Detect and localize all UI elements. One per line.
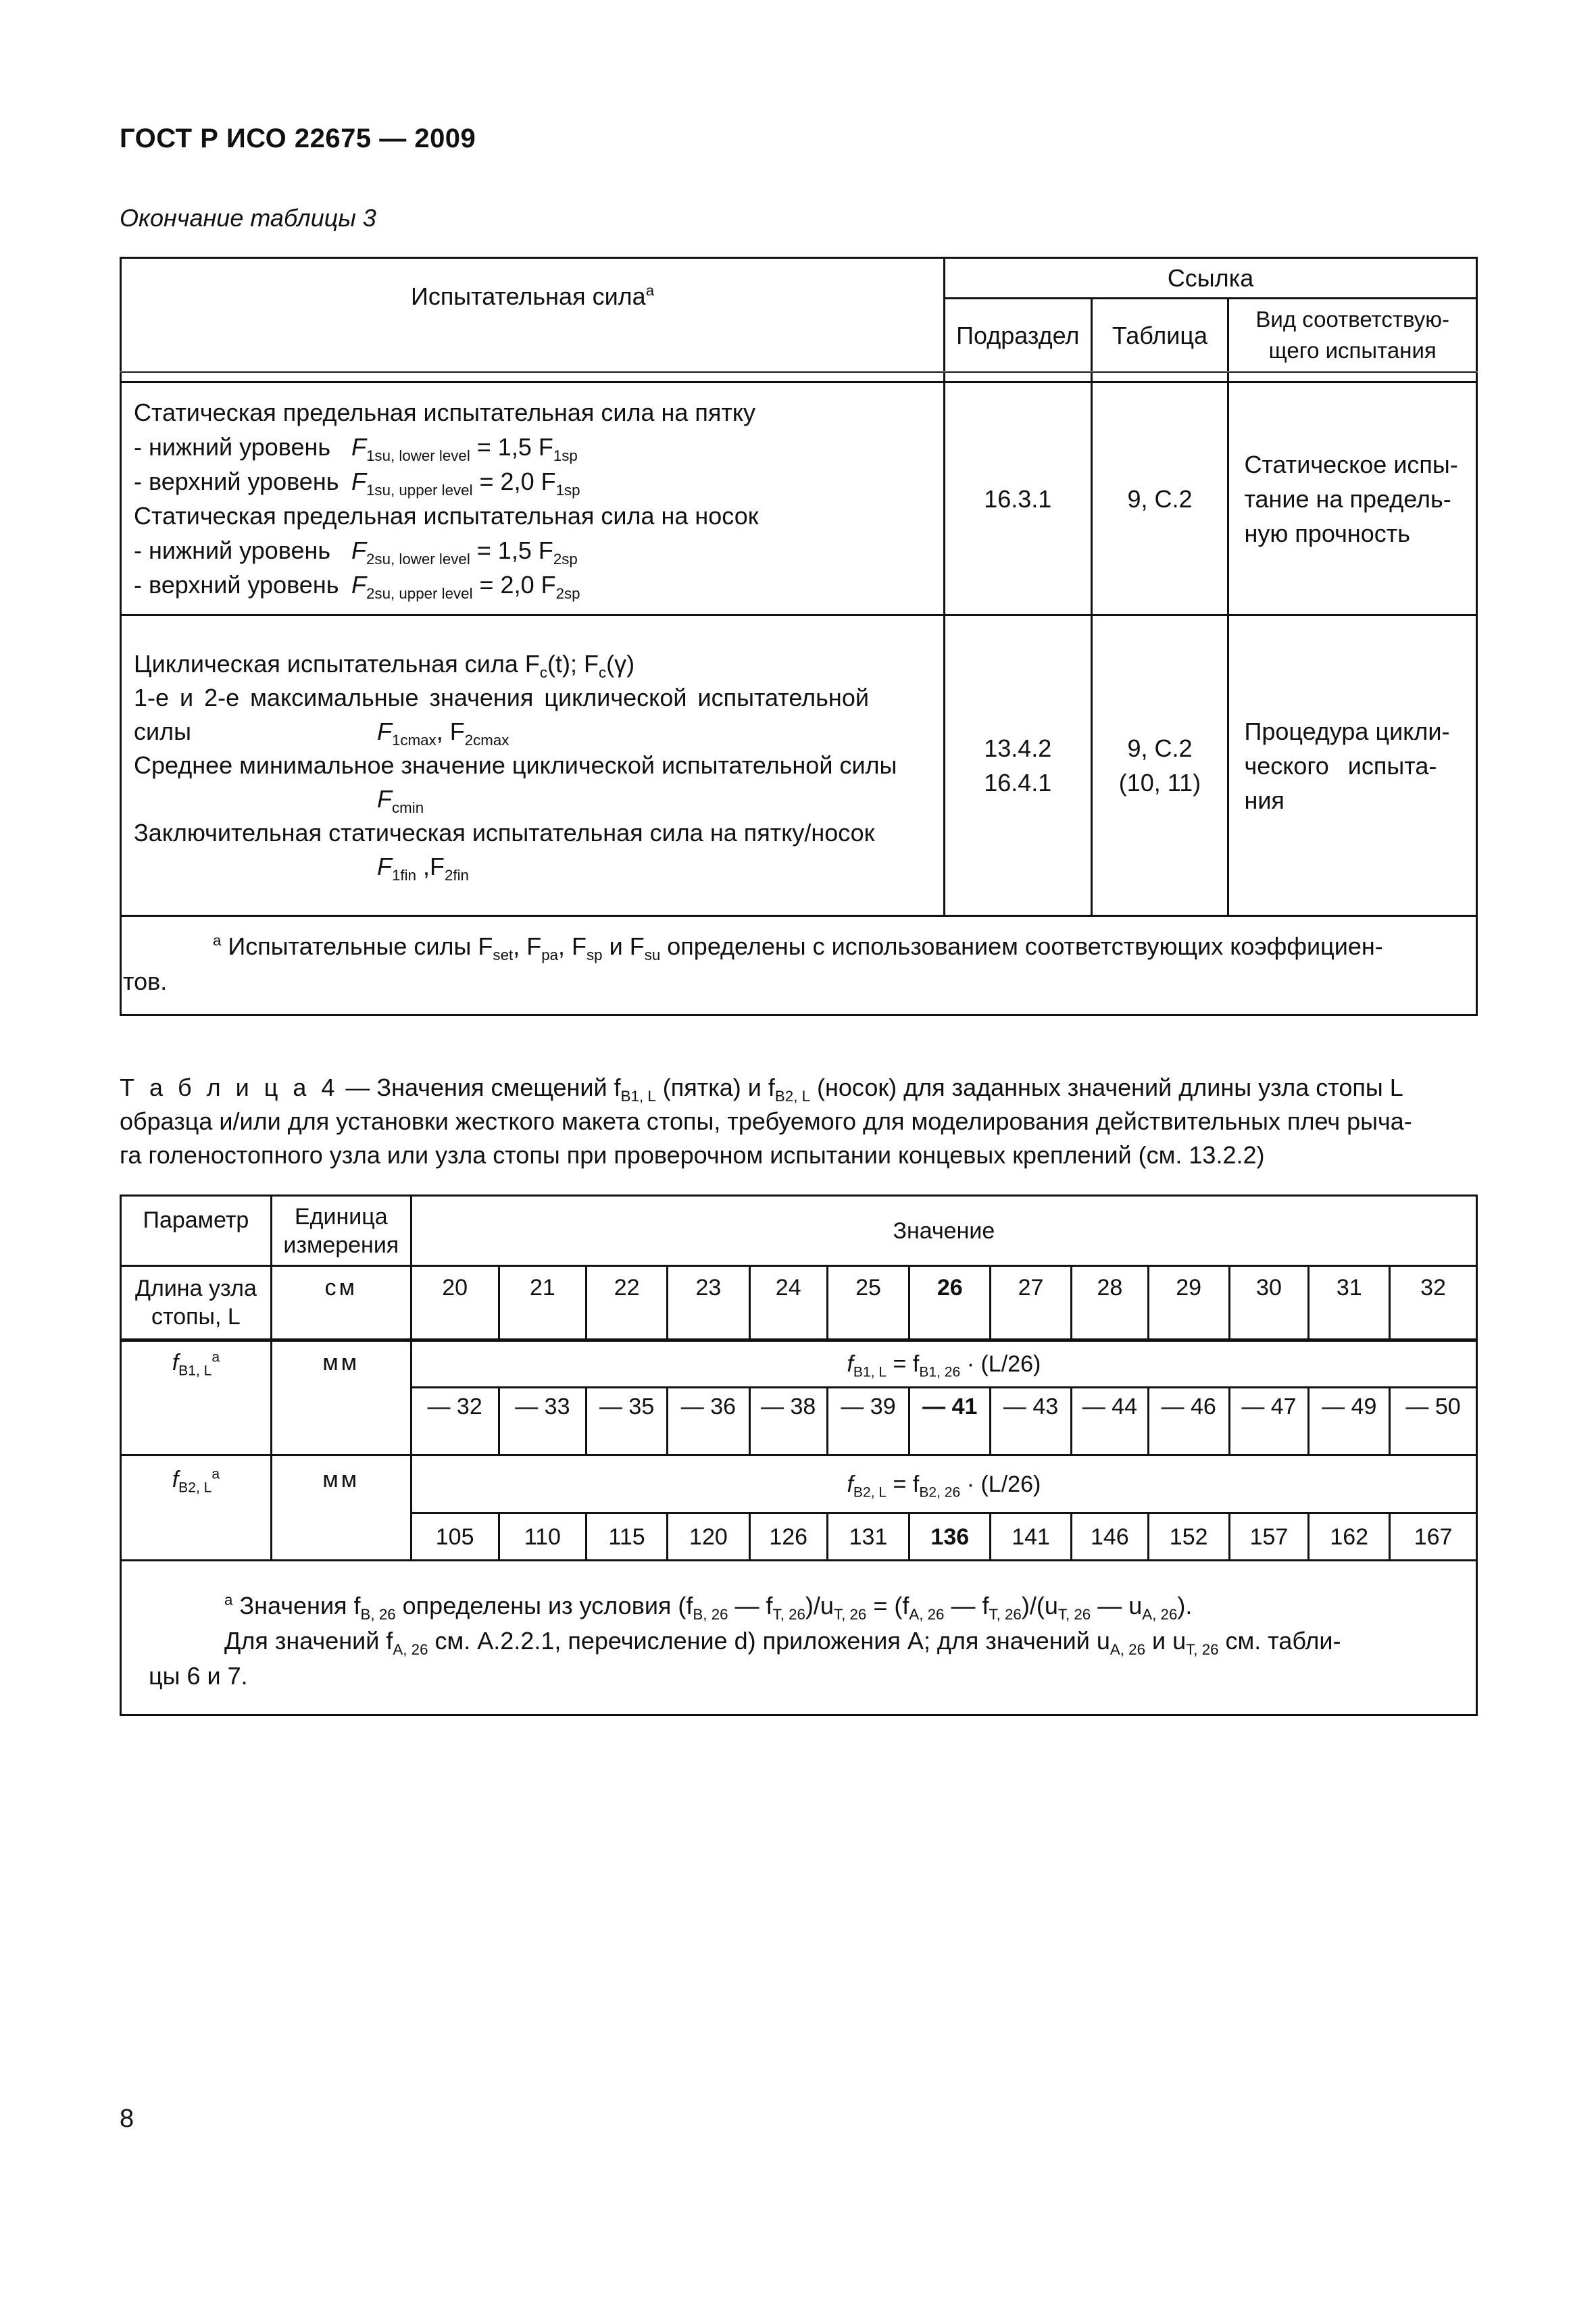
- fb1-value: — 39: [827, 1388, 909, 1455]
- table3: [120, 257, 1478, 1016]
- fb1-value: — 50: [1390, 1388, 1477, 1455]
- fb1-value: — 49: [1309, 1388, 1390, 1455]
- text-line: образца и/или для установки жесткого макета стопы, требуемого для моделирования действительных плеч рыча-: [120, 1107, 1412, 1135]
- static-test-kind: [1228, 382, 1477, 615]
- text-line: цы 6 и 7.: [149, 1662, 248, 1690]
- text-line: (10, 11): [1118, 769, 1201, 797]
- header-test-kind: [1228, 299, 1477, 372]
- fb2-value: 157: [1229, 1513, 1309, 1561]
- fb1-value: — 32: [411, 1388, 499, 1455]
- text-line: Длина узла: [134, 1276, 257, 1301]
- length-value: 22: [587, 1266, 668, 1340]
- header-test-force-text: Испытательная сила: [410, 282, 646, 310]
- fb1-unit: мм: [271, 1340, 411, 1455]
- text-line: стопы, L: [151, 1304, 241, 1330]
- static-subsection: 16.3.1: [945, 382, 1091, 615]
- text-line: Статическая предельная испытательная сила на пятку: [134, 399, 756, 426]
- text-line: Процедура цикли-: [1244, 717, 1450, 745]
- fb2-value: 146: [1071, 1513, 1148, 1561]
- fb2-formula: $f_{B2, L} = f_{B2, 26} \cdot (L/26)$: [411, 1455, 1476, 1513]
- fb2-value: 162: [1309, 1513, 1390, 1561]
- text-line: $^a$ Испытательные силы $F_{set}$, $F_{pa}$, $F_{sp}$ и $F_{su}$ определены с использованием соответствующих коэффициен-: [213, 932, 1383, 963]
- text-line: силы $F_{1cmax}$, $F_{2cmax}$: [134, 718, 509, 749]
- length-label: [121, 1266, 272, 1340]
- static-force-description: [121, 382, 945, 615]
- text-line: 13.4.2: [984, 734, 1052, 762]
- length-value: 24: [749, 1266, 827, 1340]
- length-value: 28: [1071, 1266, 1148, 1340]
- text-line: ческого испыта-: [1244, 751, 1437, 780]
- text-line: 1-е и 2-е максимальные значения циклической испытательной: [134, 684, 869, 711]
- fb2-value: 120: [668, 1513, 750, 1561]
- text-line: Циклическая испытательная сила $F_c(t)$; $F_c(\gamma)$: [134, 650, 635, 681]
- text-line: тов.: [123, 967, 168, 995]
- text-line: $F_{1fin}$ $,F_{2fin}$: [377, 853, 469, 884]
- text-line: - верхний уровень $F_{1su, upper level} = 2,0$ $F_{1sp}$: [134, 468, 580, 499]
- text-line: Для значений $f_{A, 26}$ см. А.2.2.1, перечисление d) приложения А; для значений $u_{A, 26}$ и $u_{T, 26}$ см. табли-: [224, 1627, 1341, 1658]
- document-code: ГОСТ Р ИСО 22675 — 2009: [120, 124, 476, 153]
- text-line: Заключительная статическая испытательная сила на пятку/носок: [134, 819, 875, 847]
- header-value: Значение: [411, 1196, 1476, 1266]
- table3-row-cyclic: [121, 615, 1477, 916]
- length-value-reference: 26: [909, 1266, 991, 1340]
- header-test-kind-line1: Вид соответствую-: [1255, 307, 1450, 332]
- fb2-value: 105: [411, 1513, 499, 1561]
- header-unit: [271, 1196, 411, 1266]
- fb1-formula: $f_{B1, L} = f_{B1, 26} \cdot (L/26)$: [411, 1340, 1476, 1388]
- fb1-value-reference: — 41: [909, 1388, 991, 1455]
- text-line: 16.4.1: [984, 769, 1052, 797]
- fb2-value: 115: [587, 1513, 668, 1561]
- text-line: ную прочность: [1244, 519, 1410, 547]
- length-value: 29: [1148, 1266, 1229, 1340]
- fb2-value: 167: [1390, 1513, 1477, 1561]
- fb1-value: — 38: [749, 1388, 827, 1455]
- text-line: га голеностопного узла или узла стопы при проверочном испытании концевых креплений (см. 13.2.2): [120, 1141, 1265, 1169]
- cyclic-force-description: [121, 615, 945, 916]
- fb1-value: — 43: [991, 1388, 1072, 1455]
- length-value: 30: [1229, 1266, 1309, 1340]
- text-line: Единица: [294, 1203, 388, 1230]
- text-line: - нижний уровень $F_{2su, lower level} = 1,5$ $F_{2sp}$: [134, 536, 578, 568]
- text-line: Т а б л и ц а 4 — Значения смещений $f_{B1, L}$ (пятка) и $f_{B2, L}$ (носок) для заданных значений длины узла стопы L: [120, 1074, 1403, 1105]
- header-reference: Ссылка: [945, 258, 1477, 299]
- text-line: $F_{cmin}$: [377, 785, 424, 816]
- header-table: Таблица: [1091, 299, 1228, 372]
- text-line: - верхний уровень $F_{2su, upper level} = 2,0$ $F_{2sp}$: [134, 571, 580, 602]
- fb2-value: 141: [991, 1513, 1072, 1561]
- table3-caption: Окончание таблицы 3: [120, 204, 376, 232]
- text-line: измерения: [283, 1232, 399, 1258]
- fb1-value: — 47: [1229, 1388, 1309, 1455]
- fb2-value: 131: [827, 1513, 909, 1561]
- length-value: 32: [1390, 1266, 1477, 1340]
- cyclic-table-ref: [1091, 615, 1228, 916]
- length-value: 31: [1309, 1266, 1390, 1340]
- text-line: Статическое испы-: [1244, 450, 1458, 478]
- table4-footnote: [121, 1561, 1477, 1715]
- table4-caption: [120, 1071, 1478, 1172]
- fb1-value: — 36: [668, 1388, 750, 1455]
- cyclic-test-kind: [1228, 615, 1477, 916]
- page-number: 8: [120, 2105, 134, 2133]
- length-value: 25: [827, 1266, 909, 1340]
- length-value: 23: [668, 1266, 750, 1340]
- header-separator: [121, 372, 1477, 382]
- fb2-value: 126: [749, 1513, 827, 1561]
- table3-row-static: [121, 382, 1477, 615]
- table3-footnote: [121, 916, 1477, 1015]
- length-value: 21: [499, 1266, 587, 1340]
- fb2-value-reference: 136: [909, 1513, 991, 1561]
- table3-footnote-row: [121, 916, 1477, 1015]
- footnote-mark: a: [645, 282, 655, 299]
- table4: [120, 1194, 1478, 1716]
- length-value: 20: [411, 1266, 499, 1340]
- text-line: $^a$ Значения $f_{B, 26}$ определены из условия ($f_{B, 26}$ — $f_{T, 26})/u_{T, 26} = (f_{A, 26}$ — $f_{T, 26})/(u_{T, 26}$ — $u_{A, 26}$).: [224, 1591, 1193, 1623]
- text-line: тание на предель-: [1244, 484, 1451, 513]
- header-test-force: [121, 258, 945, 372]
- fb1-value: — 46: [1148, 1388, 1229, 1455]
- fb1-value: — 33: [499, 1388, 587, 1455]
- fb2-unit: мм: [271, 1455, 411, 1561]
- length-value: 27: [991, 1266, 1072, 1340]
- length-unit: см: [271, 1266, 411, 1340]
- header-subsection: Подраздел: [945, 299, 1091, 372]
- fb1-value: — 35: [587, 1388, 668, 1455]
- fb2-value: 110: [499, 1513, 587, 1561]
- text-line: - нижний уровень $F_{1su, lower level} = 1,5$ $F_{1sp}$: [134, 433, 578, 464]
- fb1-label: $f_{B1, L}^a$: [121, 1340, 272, 1455]
- text-line: ния: [1244, 786, 1285, 814]
- text-line: Статическая предельная испытательная сила на носок: [134, 502, 759, 530]
- text-line: Среднее минимальное значение циклической испытательной силы: [134, 751, 897, 779]
- header-test-kind-line2: щего испытания: [1268, 338, 1437, 363]
- static-table-ref: 9, С.2: [1091, 382, 1228, 615]
- text-line: 9, С.2: [1127, 734, 1193, 762]
- fb2-label: $f_{B2, L}^a$: [121, 1455, 272, 1561]
- fb1-value: — 44: [1071, 1388, 1148, 1455]
- cyclic-subsection: [945, 615, 1091, 916]
- header-parameter: Параметр: [121, 1196, 272, 1266]
- fb2-value: 152: [1148, 1513, 1229, 1561]
